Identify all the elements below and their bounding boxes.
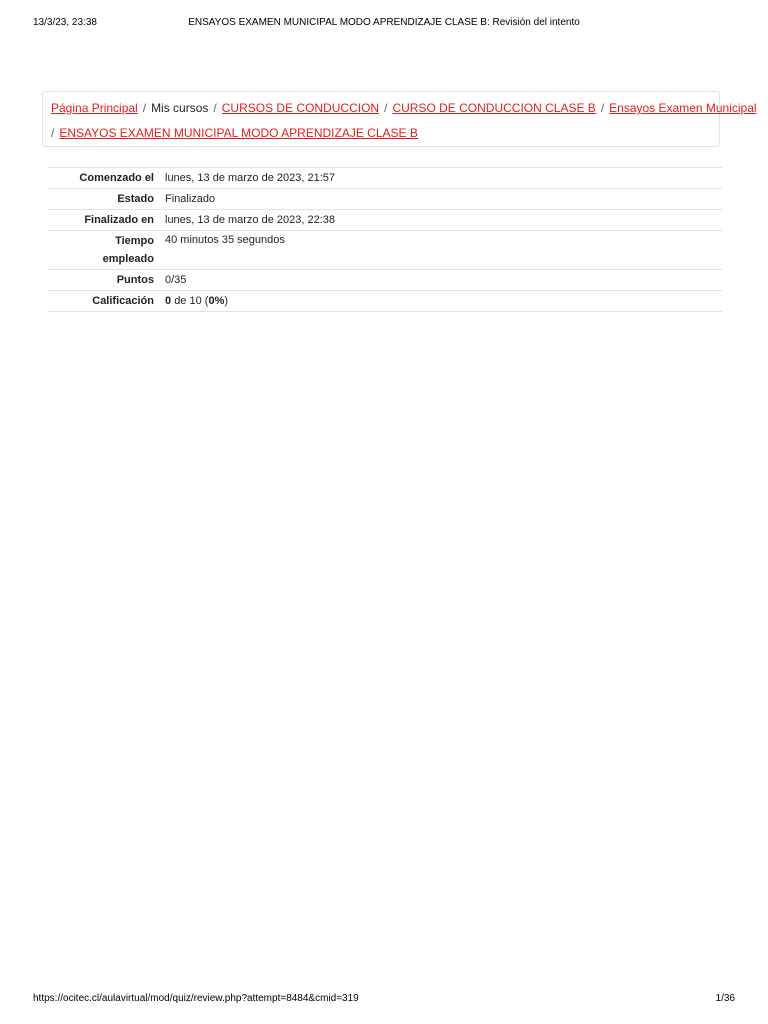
breadcrumb-course-link[interactable]: CURSO DE CONDUCCION CLASE B: [392, 101, 596, 115]
breadcrumb-separator: /: [213, 101, 217, 115]
grade-label: Calificación: [92, 295, 154, 307]
summary-row-started: [48, 168, 722, 189]
grade-value: [160, 291, 722, 312]
breadcrumb-home-link[interactable]: Página Principal: [51, 101, 138, 115]
finished-value: lunes, 13 de marzo de 2023, 22:38: [165, 214, 336, 226]
summary-row-grade: [48, 291, 722, 312]
grade-paren-close: ): [224, 295, 229, 307]
state-value: Finalizado: [165, 193, 216, 205]
grade-paren-open: (: [204, 295, 209, 307]
started-value: lunes, 13 de marzo de 2023, 21:57: [165, 172, 336, 184]
points-label: Puntos: [116, 274, 154, 286]
print-datetime: 13/3/23, 23:38: [33, 17, 97, 28]
breadcrumb-separator: /: [51, 126, 55, 140]
grade-score: 0: [165, 295, 172, 307]
time-label-line-2: empleado: [102, 253, 154, 265]
breadcrumb-line-1: [51, 96, 757, 121]
print-url: https://ocitec.cl/aulavirtual/mod/quiz/review.php?attempt=8484&cmid=319: [33, 993, 359, 1004]
breadcrumb-separator: /: [384, 101, 388, 115]
breadcrumb-my-courses: Mis cursos: [151, 101, 209, 115]
summary-row-state: [48, 189, 722, 210]
breadcrumb-line-2: [51, 121, 711, 146]
breadcrumb-courses-link[interactable]: CURSOS DE CONDUCCION: [221, 101, 380, 115]
summary-row-points: [48, 270, 722, 291]
grade-of: de 10: [174, 295, 202, 307]
state-label: Estado: [117, 193, 154, 205]
breadcrumb-separator: /: [600, 101, 605, 115]
finished-label: Finalizado en: [84, 214, 154, 226]
print-footer: [33, 993, 735, 1007]
breadcrumb-section-link[interactable]: Ensayos Examen Municipal: [609, 101, 757, 115]
points-value: 0/35: [165, 274, 187, 286]
breadcrumb-quiz-link[interactable]: ENSAYOS EXAMEN MUNICIPAL MODO APRENDIZAJE CLASE B: [59, 126, 418, 140]
print-page-number: 1/36: [715, 993, 735, 1004]
time-label-line-1: Tiempo: [115, 235, 154, 247]
attempt-summary-table: [48, 167, 722, 312]
breadcrumb-separator: /: [142, 101, 147, 115]
summary-row-time: [48, 231, 722, 270]
print-header: [33, 17, 735, 31]
started-label: Comenzado el: [79, 172, 154, 184]
summary-row-finished: [48, 210, 722, 231]
time-value: 40 minutos 35 segundos: [165, 234, 285, 246]
time-label: [48, 231, 160, 270]
grade-percent: 0%: [208, 295, 225, 307]
print-page-title: ENSAYOS EXAMEN MUNICIPAL MODO APRENDIZAJE CLASE B: Revisión del intento: [188, 17, 580, 28]
breadcrumb: [42, 91, 757, 147]
